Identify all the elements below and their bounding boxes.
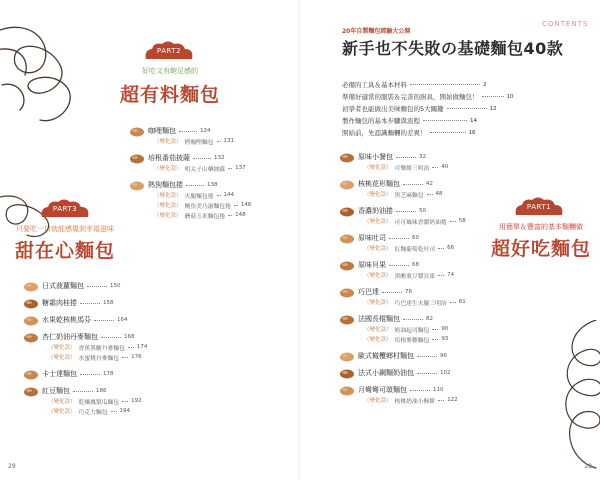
variant-name: 培根麥穗麵包 [394, 337, 430, 344]
variant-row[interactable] [358, 270, 454, 280]
leader-dots [450, 221, 456, 222]
variant-row[interactable] [358, 297, 466, 307]
bread-photo-icon [129, 179, 145, 191]
variant-page: 146 [240, 202, 252, 208]
part3-badge [38, 198, 92, 218]
variant-page: 122 [447, 397, 458, 403]
entry-name: 熱狗麵包捲 [148, 181, 183, 189]
bread-photo-icon [339, 350, 355, 362]
variant-row[interactable] [358, 395, 458, 405]
part3-title: 甜在心麵包 [14, 240, 115, 262]
variant-tag: （變化款） [364, 246, 392, 252]
entry-page: 96 [440, 353, 447, 359]
entry-page: 32 [419, 154, 426, 160]
leader-dots [482, 96, 504, 97]
variant-name: 水蜜桃丹麥麵包 [78, 355, 120, 362]
leader-dots [432, 167, 438, 168]
bread-photo-icon [339, 286, 355, 298]
entry-row [358, 385, 458, 395]
entry-row [358, 314, 448, 324]
toc-label: 製作麵包的基本步驟與流程 [342, 117, 420, 125]
variant-name: 黑醋栗豆漿貝果 [394, 273, 436, 280]
menu-entry[interactable] [42, 332, 147, 362]
bread-photo-icon [23, 368, 39, 380]
entry-row [148, 180, 251, 190]
variant-name: 可可風味香濃奶油捲 [394, 219, 447, 226]
bread-photo-icon [23, 280, 39, 292]
toc-page: 16 [468, 129, 476, 136]
variant-row[interactable] [358, 162, 448, 172]
entry-name: 法式小鋼麵奶油包 [358, 369, 414, 377]
entry-page: 168 [124, 334, 135, 340]
entry-page: 132 [214, 155, 225, 161]
variant-page: 93 [441, 336, 449, 342]
toc-page: 2 [483, 81, 487, 88]
toc-label: 初學者也能做出美味麵包的5大關鍵 [342, 105, 444, 113]
leader-dots [101, 337, 121, 338]
entry-name: 香濃奶油捲 [358, 207, 393, 215]
variant-page: 81 [458, 299, 466, 305]
page-number-right: 28 [584, 463, 592, 470]
variant-row[interactable] [42, 352, 147, 362]
entry-page: 102 [440, 370, 451, 376]
right-page-title: 新手也不失敗の基礎麵包40款 [342, 39, 564, 58]
entry-page: 68 [412, 262, 419, 268]
variant-page: 194 [119, 408, 131, 414]
variant-tag: （變化款） [364, 327, 392, 333]
toc-item[interactable] [342, 104, 497, 113]
variant-row[interactable] [358, 216, 466, 226]
entry-name: 法國長棍麵包 [358, 315, 400, 323]
leader-dots [389, 238, 409, 239]
leader-dots [427, 194, 433, 195]
variant-name: 鮪魚美乃滋麵包捲 [184, 203, 231, 210]
bread-photo-icon [339, 205, 355, 217]
bread-photo-icon [23, 331, 39, 343]
entry-page: 164 [117, 317, 128, 323]
variant-row[interactable] [148, 200, 251, 210]
entry-name: 咖哩麵包 [148, 127, 176, 135]
leader-dots [403, 184, 423, 185]
leader-dots [382, 292, 402, 293]
variant-tag: （變化款） [364, 165, 392, 171]
menu-entry[interactable] [358, 314, 448, 344]
entry-row [42, 386, 142, 396]
menu-entry[interactable] [148, 153, 246, 173]
variant-tag: （變化款） [48, 345, 76, 351]
variant-page: 148 [235, 212, 246, 218]
variant-tag: （變化款） [154, 166, 182, 172]
leader-dots [228, 215, 232, 216]
bread-photo-icon [339, 178, 355, 190]
menu-entry[interactable] [358, 385, 458, 405]
entry-page: 42 [426, 181, 433, 187]
leader-dots [111, 411, 117, 412]
leader-dots [80, 374, 100, 375]
entry-name: 核桃花形麵包 [358, 180, 400, 188]
entry-row [148, 153, 246, 163]
leader-dots [217, 195, 221, 196]
menu-entry[interactable] [148, 180, 251, 220]
entry-page: 50 [419, 208, 426, 214]
variant-tag: （變化款） [48, 409, 76, 415]
entry-row [42, 315, 128, 325]
menu-entry[interactable] [42, 386, 142, 416]
toc-page: 10 [506, 93, 514, 100]
variant-tag: （變化款） [48, 355, 76, 361]
bread-photo-icon [339, 384, 355, 396]
entry-name: 巧巴達 [358, 288, 379, 296]
leader-dots [403, 319, 423, 320]
variant-name: 奶油起司麵包 [394, 327, 430, 334]
leader-dots [417, 356, 437, 357]
variant-tag: （變化款） [154, 203, 182, 209]
entry-row [358, 179, 443, 189]
page-number-left: 29 [8, 463, 16, 470]
variant-page: 137 [235, 165, 246, 171]
menu-entry[interactable] [358, 152, 448, 172]
variant-tag: （變化款） [364, 398, 392, 404]
entry-page: 186 [96, 388, 107, 394]
leader-dots [94, 320, 114, 321]
bread-photo-icon [339, 151, 355, 163]
leader-dots [389, 265, 409, 266]
menu-entry[interactable] [358, 368, 451, 378]
bread-photo-icon [23, 385, 39, 397]
entry-name: 水果乾核桃馬芬 [42, 316, 91, 324]
variant-name: 明太子山藥披薩 [184, 166, 226, 173]
entry-name: 原味小餐包 [358, 153, 393, 161]
menu-entry[interactable] [148, 126, 234, 146]
entry-row [358, 233, 454, 243]
variant-page: 144 [223, 192, 235, 198]
leader-dots [438, 275, 444, 276]
bread-photo-icon [129, 125, 145, 137]
variant-name: 巧巴達生火腿三明治 [394, 300, 447, 307]
variant-page: 40 [441, 164, 449, 170]
toc-page: 12 [489, 105, 497, 112]
part1-subtitle: 用簡單＆豐富的基本麵糰做 [499, 223, 583, 231]
toc-label: 開始前，先認識麵糰的差異！ [342, 129, 427, 137]
variant-row[interactable] [148, 136, 234, 146]
bread-photo-icon [23, 314, 39, 326]
leader-dots [450, 302, 456, 303]
menu-entry[interactable] [42, 281, 121, 291]
braided-bread-doodle [0, 20, 90, 130]
variant-page: 48 [435, 191, 443, 197]
leader-dots [410, 390, 430, 391]
variant-page: 192 [131, 398, 142, 404]
entry-name: 歐式橄欖鄉村麵包 [358, 352, 414, 360]
variant-name: 巧克力麵包 [78, 409, 108, 416]
bread-photo-icon [23, 297, 39, 309]
leader-dots [179, 131, 197, 132]
variant-name: 烤咖哩麵包 [184, 139, 214, 146]
right-page [300, 0, 600, 480]
braided-bread-doodle [536, 320, 600, 470]
entry-name: 培根番茄披薩 [148, 154, 190, 162]
toc-item[interactable] [342, 116, 477, 125]
part2-badge-label: PART2 [156, 47, 182, 55]
variant-row[interactable] [358, 243, 454, 253]
leader-dots [73, 391, 93, 392]
variant-page: 90 [441, 326, 449, 332]
leader-dots [186, 185, 204, 186]
leader-dots [228, 168, 232, 169]
variant-name: 紅麴葡萄乾吐司 [394, 246, 436, 253]
toc-label: 必備的工具＆基本材料 [342, 81, 407, 89]
leader-dots [417, 373, 437, 374]
variant-tag: （變化款） [364, 219, 392, 225]
leader-dots [128, 347, 134, 348]
leader-dots [438, 400, 444, 401]
contents-header: CONTENTS [542, 20, 589, 28]
variant-page: 174 [136, 344, 148, 350]
entry-name: 卡士達麵包 [42, 370, 77, 378]
entry-page: 124 [200, 128, 211, 134]
bread-photo-icon [129, 152, 145, 164]
leader-dots [193, 158, 211, 159]
variant-row[interactable] [358, 324, 448, 334]
part3-subtitle: 只要吃一口就能感覺到幸福滋味 [16, 225, 114, 233]
entry-row [42, 298, 114, 308]
right-small-title: 20年自製麵包經驗大公開 [342, 28, 411, 35]
variant-name: 香蕉黑糖丹麥麵包 [78, 345, 125, 352]
variant-page: 58 [458, 218, 466, 224]
variant-tag: （變化款） [364, 273, 392, 279]
entry-name: 杏仁奶油丹麥麵包 [42, 333, 98, 341]
leader-dots [430, 132, 466, 133]
entry-name: 原味吐司 [358, 234, 386, 242]
leader-dots [438, 248, 444, 249]
variant-name: 火腿麵包捲 [184, 193, 214, 200]
variant-page: 66 [447, 245, 455, 251]
entry-row [42, 369, 114, 379]
variant-name: 黑芝麻麵包 [394, 192, 424, 199]
toc-label: 準備好適當的服裝＆完善的廚具，開始做麵包！ [342, 93, 479, 101]
entry-page: 76 [405, 289, 412, 295]
menu-entry[interactable] [358, 260, 454, 280]
entry-name: 日式菠蘿麵包 [42, 282, 84, 290]
entry-page: 82 [426, 316, 433, 322]
variant-page: 131 [223, 138, 235, 144]
variant-row[interactable] [148, 210, 251, 220]
entry-row [358, 287, 466, 297]
variant-page: 74 [447, 272, 455, 278]
variant-page: 176 [131, 354, 142, 360]
leader-dots [423, 120, 467, 121]
leader-dots [217, 141, 221, 142]
leader-dots [396, 157, 416, 158]
leader-dots [234, 205, 238, 206]
entry-row [358, 351, 447, 361]
leader-dots [432, 329, 438, 330]
entry-page: 150 [110, 283, 121, 289]
leader-dots [87, 286, 107, 287]
variant-name: 乾燥鳳梨瓜麵包 [78, 399, 120, 406]
part2-subtitle: 好吃又有飽足感的 [142, 67, 198, 75]
variant-tag: （變化款） [154, 213, 182, 219]
variant-tag: （變化款） [154, 139, 182, 145]
leader-dots [80, 303, 100, 304]
variant-row[interactable] [358, 334, 448, 344]
bread-photo-icon [339, 232, 355, 244]
part3-badge-label: PART3 [52, 205, 78, 213]
part1-title: 超好吃麵包 [490, 238, 591, 260]
menu-entry[interactable] [42, 369, 114, 379]
variant-name: 核桃奶油小酥餅 [394, 398, 436, 405]
bread-photo-icon [339, 259, 355, 271]
entry-name: 原味貝果 [358, 261, 386, 269]
bread-photo-icon [339, 367, 355, 379]
menu-entry[interactable] [42, 298, 114, 308]
menu-entry[interactable] [358, 206, 466, 226]
entry-page: 158 [103, 300, 114, 306]
entry-row [42, 281, 121, 291]
entry-page: 60 [412, 235, 419, 241]
variant-tag: （變化款） [364, 337, 392, 343]
menu-entry[interactable] [358, 287, 466, 307]
leader-dots [432, 339, 438, 340]
leader-dots [122, 357, 128, 358]
entry-page: 138 [207, 182, 218, 188]
toc-item[interactable] [342, 92, 514, 101]
entry-row [42, 332, 147, 342]
leader-dots [396, 211, 416, 212]
menu-entry[interactable] [358, 233, 454, 253]
variant-row[interactable] [42, 396, 142, 406]
variant-tag: （變化款） [154, 193, 182, 199]
menu-entry[interactable] [358, 179, 443, 199]
variant-row[interactable] [148, 163, 246, 173]
part2-badge [142, 40, 196, 60]
entry-name: 月彎彎可頌麵包 [358, 386, 407, 394]
variant-tag: （變化款） [364, 300, 392, 306]
variant-row[interactable] [42, 406, 142, 416]
toc-page: 14 [470, 117, 477, 124]
part1-badge-label: PART1 [526, 203, 552, 211]
part2-title: 超有料麵包 [119, 84, 220, 106]
variant-name: 蘑菇玉米麵包捲 [184, 213, 226, 220]
variant-row[interactable] [42, 342, 147, 352]
entry-name: 糖霜肉桂捲 [42, 299, 77, 307]
entry-row [358, 206, 466, 216]
toc-item[interactable] [342, 80, 487, 89]
variant-row[interactable] [148, 190, 251, 200]
entry-name: 紅豆麵包 [42, 387, 70, 395]
bread-photo-icon [339, 313, 355, 325]
variant-tag: （變化款） [48, 399, 76, 405]
variant-tag: （變化款） [364, 192, 392, 198]
variant-row[interactable] [358, 189, 443, 199]
variant-name: 可樂餅三明治 [394, 165, 430, 172]
entry-row [358, 152, 448, 162]
menu-entry[interactable] [42, 315, 128, 325]
leader-dots [122, 401, 128, 402]
entry-page: 178 [103, 371, 114, 377]
toc-item[interactable] [342, 128, 476, 137]
entry-page: 110 [433, 387, 444, 393]
entry-row [358, 260, 454, 270]
entry-row [358, 368, 451, 378]
menu-entry[interactable] [358, 351, 447, 361]
leader-dots [447, 108, 487, 109]
entry-row [148, 126, 234, 136]
leader-dots [410, 84, 480, 85]
part1-badge [512, 196, 566, 216]
